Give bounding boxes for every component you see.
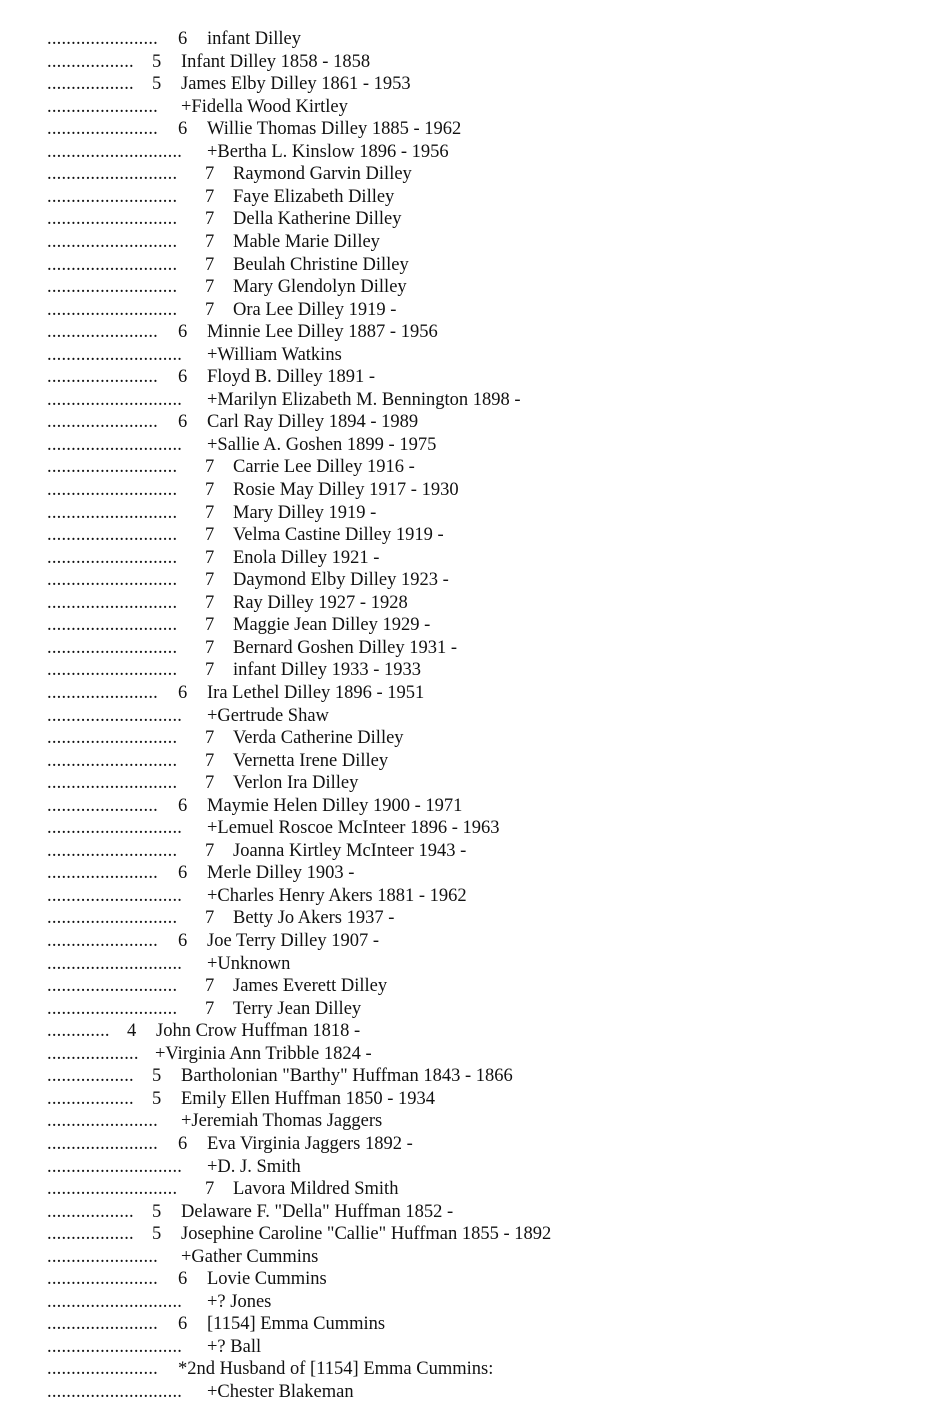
generation-number: 7	[205, 164, 215, 185]
person-name: John Crow Huffman 1818 -	[156, 1021, 361, 1042]
generation-number: 7	[205, 637, 215, 658]
leader-dots: .......................	[47, 1269, 158, 1290]
generation-number: 7	[205, 231, 215, 252]
generation-number: 5	[152, 1066, 162, 1087]
leader-dots: .......................	[47, 1246, 158, 1267]
leader-dots: ...........................	[47, 592, 178, 613]
generation-number: 7	[205, 908, 215, 929]
spouse-name: +Fidella Wood Kirtley	[181, 96, 348, 117]
generation-number: 6	[178, 682, 188, 703]
generation-number: 7	[205, 209, 215, 230]
leader-dots: ...........................	[47, 299, 178, 320]
person-name: Ray Dilley 1927 - 1928	[233, 592, 408, 613]
person-name: Velma Castine Dilley 1919 -	[233, 525, 444, 546]
leader-dots: ...........................	[47, 750, 178, 771]
leader-dots: ...........................	[47, 998, 178, 1019]
leader-dots: ............................	[47, 885, 183, 906]
generation-number: 5	[152, 74, 162, 95]
generation-number: 4	[127, 1021, 137, 1042]
generation-number: 6	[178, 795, 188, 816]
person-name: Infant Dilley 1858 - 1858	[181, 51, 371, 72]
spouse-name: +Chester Blakeman	[207, 1382, 354, 1402]
generation-number: 7	[205, 660, 215, 681]
person-name: Lovie Cummins	[207, 1269, 327, 1290]
leader-dots: ...........................	[47, 164, 178, 185]
person-name: Emily Ellen Huffman 1850 - 1934	[181, 1088, 435, 1109]
person-name: Josephine Caroline "Callie" Huffman 1855 - 1892	[181, 1224, 552, 1245]
generation-number: 6	[178, 322, 188, 343]
person-name: Merle Dilley 1903 -	[207, 863, 355, 884]
person-name: Daymond Elby Dilley 1923 -	[233, 570, 449, 591]
leader-dots: .......................	[47, 795, 158, 816]
generation-number: 7	[205, 976, 215, 997]
person-name: Ora Lee Dilley 1919 -	[233, 299, 397, 320]
person-name: [1154] Emma Cummins	[207, 1314, 386, 1335]
leader-dots: ...........................	[47, 547, 178, 568]
person-name: infant Dilley	[207, 29, 302, 49]
person-name: Beulah Christine Dilley	[233, 254, 409, 275]
leader-dots: .......................	[47, 119, 158, 140]
generation-number: 7	[205, 457, 215, 478]
generation-number: 7	[205, 480, 215, 500]
person-name: Delaware F. "Della" Huffman 1852 -	[181, 1201, 454, 1222]
leader-dots: ...........................	[47, 660, 178, 681]
person-name: James Elby Dilley 1861 - 1953	[181, 74, 411, 95]
spouse-name: +Lemuel Roscoe McInteer 1896 - 1963	[207, 818, 500, 839]
person-name: Bernard Goshen Dilley 1931 -	[233, 637, 458, 658]
generation-number: 6	[178, 931, 188, 951]
person-name: Joanna Kirtley McInteer 1943 -	[233, 840, 467, 861]
leader-dots: ...........................	[47, 976, 178, 997]
person-name: Carrie Lee Dilley 1916 -	[233, 457, 415, 478]
leader-dots: ...........................	[47, 480, 178, 500]
leader-dots: .......................	[47, 931, 158, 951]
leader-dots: ...........................	[47, 840, 178, 861]
generation-number: 7	[205, 1179, 215, 1200]
leader-dots: .............	[47, 1021, 110, 1042]
spouse-name: +? Ball	[207, 1336, 262, 1357]
leader-dots: ...........................	[47, 209, 178, 230]
person-name: Terry Jean Dilley	[233, 998, 362, 1019]
generation-number: 6	[178, 412, 188, 433]
spouse-name: +Gather Cummins	[181, 1246, 319, 1267]
leader-dots: .......................	[47, 1111, 158, 1132]
leader-dots: ..................	[47, 1224, 134, 1245]
generation-number: 7	[205, 547, 215, 568]
spouse-name: +Gertrude Shaw	[207, 705, 329, 726]
spouse-name: +Charles Henry Akers 1881 - 1962	[207, 885, 467, 906]
leader-dots: ..................	[47, 1201, 134, 1222]
generation-number: 7	[205, 840, 215, 861]
person-name: Floyd B. Dilley 1891 -	[207, 367, 376, 388]
generation-number: 7	[205, 254, 215, 275]
person-name: Carl Ray Dilley 1894 - 1989	[207, 412, 419, 433]
generation-number: 6	[178, 1314, 188, 1335]
spouse-name: +Bertha L. Kinslow 1896 - 1956	[207, 141, 449, 162]
spouse-name: +D. J. Smith	[207, 1156, 301, 1177]
person-name: Mary Glendolyn Dilley	[233, 277, 407, 298]
spouse-name: +? Jones	[207, 1291, 272, 1312]
spouse-name: +Marilyn Elizabeth M. Bennington 1898 -	[207, 389, 521, 410]
leader-dots: ...........................	[47, 502, 178, 523]
person-name: Vernetta Irene Dilley	[233, 750, 389, 771]
person-name: Betty Jo Akers 1937 -	[233, 908, 395, 929]
spouse-name: +Virginia Ann Tribble 1824 -	[155, 1043, 372, 1064]
leader-dots: .......................	[47, 682, 158, 703]
leader-dots: .......................	[47, 29, 158, 49]
generation-number: 7	[205, 525, 215, 546]
leader-dots: ..................	[47, 1066, 134, 1087]
leader-dots: ...........................	[47, 525, 178, 546]
leader-dots: ............................	[47, 953, 183, 974]
leader-dots: ............................	[47, 1291, 183, 1312]
leader-dots: ...........................	[47, 254, 178, 275]
person-name: Verlon Ira Dilley	[233, 773, 359, 794]
generation-number: 6	[178, 367, 188, 388]
leader-dots: ...........................	[47, 277, 178, 298]
leader-dots: ...........................	[47, 186, 178, 207]
leader-dots: ............................	[47, 818, 183, 839]
leader-dots: ............................	[47, 434, 183, 455]
note-text: *2nd Husband of [1154] Emma Cummins:	[178, 1359, 494, 1380]
leader-dots: ...................	[47, 1043, 139, 1064]
person-name: Faye Elizabeth Dilley	[233, 186, 395, 207]
generation-number: 7	[205, 728, 215, 749]
leader-dots: ...........................	[47, 908, 178, 929]
generation-number: 7	[205, 277, 215, 298]
leader-dots: ..................	[47, 51, 134, 72]
person-name: Raymond Garvin Dilley	[233, 164, 412, 185]
generation-number: 7	[205, 570, 215, 591]
person-name: Verda Catherine Dilley	[233, 728, 404, 749]
leader-dots: ............................	[47, 344, 183, 365]
leader-dots: ............................	[47, 389, 183, 410]
generation-number: 7	[205, 592, 215, 613]
person-name: James Everett Dilley	[233, 976, 388, 997]
leader-dots: .......................	[47, 412, 158, 433]
leader-dots: ...........................	[47, 1179, 178, 1200]
leader-dots: .......................	[47, 96, 158, 117]
generation-number: 7	[205, 615, 215, 636]
leader-dots: ...........................	[47, 615, 178, 636]
leader-dots: .......................	[47, 1133, 158, 1154]
generation-number: 6	[178, 863, 188, 884]
person-name: Mary Dilley 1919 -	[233, 502, 377, 523]
leader-dots: ...........................	[47, 637, 178, 658]
spouse-name: +Unknown	[207, 953, 291, 974]
generation-number: 7	[205, 750, 215, 771]
generation-number: 7	[205, 773, 215, 794]
person-name: infant Dilley 1933 - 1933	[233, 660, 422, 681]
person-name: Rosie May Dilley 1917 - 1930	[233, 480, 459, 500]
spouse-name: +Jeremiah Thomas Jaggers	[181, 1111, 383, 1132]
leader-dots: ............................	[47, 1156, 183, 1177]
leader-dots: .......................	[47, 322, 158, 343]
leader-dots: ...........................	[47, 231, 178, 252]
person-name: Lavora Mildred Smith	[233, 1179, 399, 1200]
person-name: Minnie Lee Dilley 1887 - 1956	[207, 322, 438, 343]
leader-dots: ..................	[47, 74, 134, 95]
leader-dots: ............................	[47, 1382, 183, 1402]
generation-number: 5	[152, 1224, 162, 1245]
person-name: Maymie Helen Dilley 1900 - 1971	[207, 795, 463, 816]
generation-number: 6	[178, 119, 188, 140]
leader-dots: ............................	[47, 141, 183, 162]
generation-number: 6	[178, 1133, 188, 1154]
leader-dots: ...........................	[47, 570, 178, 591]
person-name: Enola Dilley 1921 -	[233, 547, 380, 568]
spouse-name: +William Watkins	[207, 344, 342, 365]
leader-dots: ...........................	[47, 773, 178, 794]
generation-number: 6	[178, 1269, 188, 1290]
leader-dots: ..................	[47, 1088, 134, 1109]
generation-number: 7	[205, 502, 215, 523]
leader-dots: ............................	[47, 705, 183, 726]
leader-dots: .......................	[47, 367, 158, 388]
person-name: Eva Virginia Jaggers 1892 -	[207, 1133, 413, 1154]
leader-dots: .......................	[47, 1359, 158, 1380]
person-name: Ira Lethel Dilley 1896 - 1951	[207, 682, 425, 703]
leader-dots: ...........................	[47, 457, 178, 478]
person-name: Bartholonian "Barthy" Huffman 1843 - 1866	[181, 1066, 513, 1087]
person-name: Joe Terry Dilley 1907 -	[207, 931, 380, 951]
person-name: Maggie Jean Dilley 1929 -	[233, 615, 431, 636]
generation-number: 7	[205, 186, 215, 207]
leader-dots: ...........................	[47, 728, 178, 749]
generation-number: 7	[205, 998, 215, 1019]
spouse-name: +Sallie A. Goshen 1899 - 1975	[207, 434, 437, 455]
generation-number: 5	[152, 1088, 162, 1109]
leader-dots: .......................	[47, 1314, 158, 1335]
generation-number: 5	[152, 1201, 162, 1222]
generation-number: 7	[205, 299, 215, 320]
person-name: Della Katherine Dilley	[233, 209, 402, 230]
leader-dots: .......................	[47, 863, 158, 884]
leader-dots: ............................	[47, 1336, 183, 1357]
person-name: Willie Thomas Dilley 1885 - 1962	[207, 119, 462, 140]
person-name: Mable Marie Dilley	[233, 231, 380, 252]
generation-number: 5	[152, 51, 162, 72]
generation-number: 6	[178, 29, 188, 49]
